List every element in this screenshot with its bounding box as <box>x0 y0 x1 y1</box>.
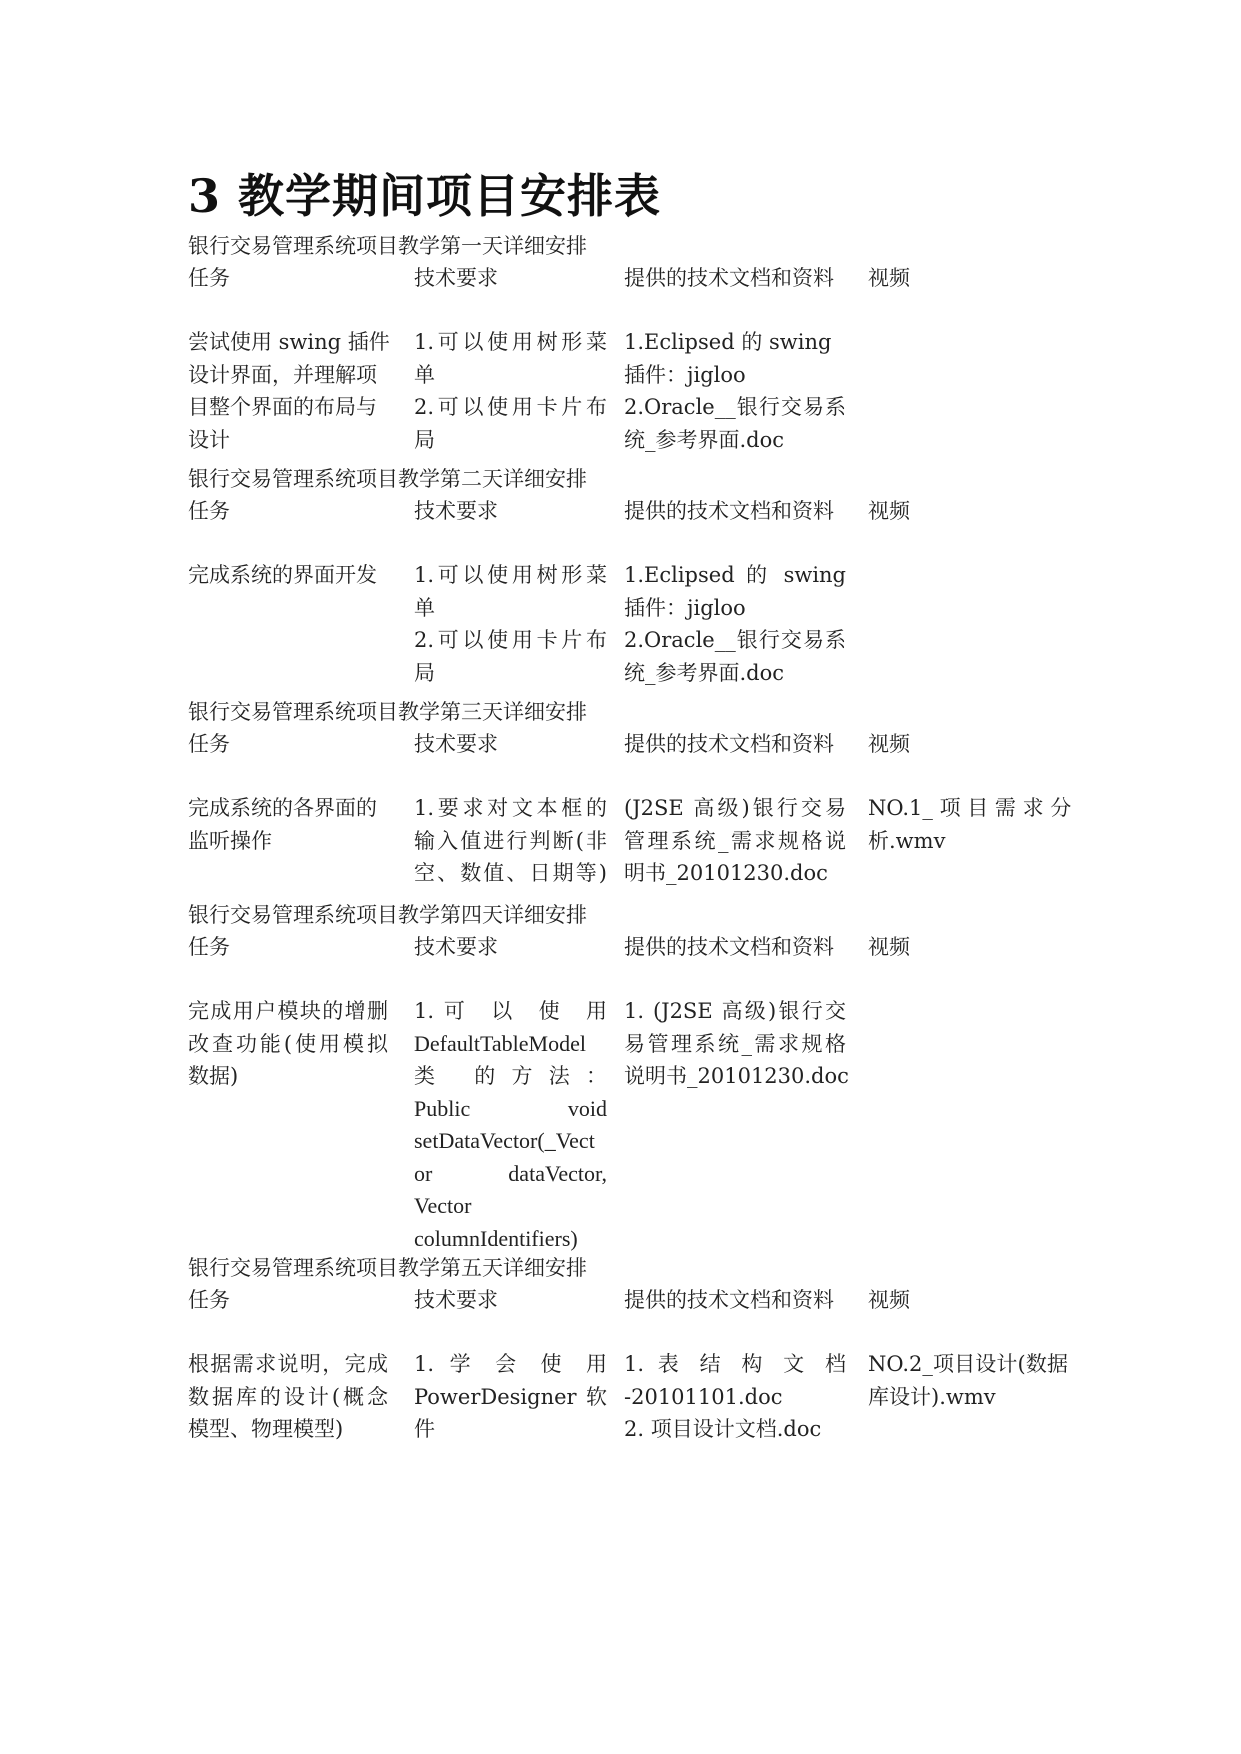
header-tech: 技术要求 <box>414 499 498 523</box>
cell-line: 数据) <box>188 1064 239 1088</box>
cell-video <box>868 1348 1068 1413</box>
page-title: 3 教学期间项目安排表 <box>188 169 662 223</box>
section-title: 银行交易管理系统项目教学第四天详细安排 <box>188 903 587 927</box>
header-docs: 提供的技术文档和资料 <box>624 266 834 290</box>
cell-line: (J2SE 高级)银行交易 <box>624 796 846 820</box>
header-task: 任务 <box>188 499 230 523</box>
table-row <box>188 792 1088 890</box>
cell-line: 管理系统_需求规格说 <box>624 828 846 853</box>
header-tech: 技术要求 <box>414 935 498 959</box>
cell-tech <box>414 326 607 456</box>
cell-task <box>188 559 388 592</box>
cell-line: NO.1_ 项 目 需 求 分 <box>868 796 1072 820</box>
header-video: 视频 <box>868 732 910 756</box>
cell-task <box>188 326 388 456</box>
cell-line: 明书_20101230.doc <box>624 861 828 885</box>
cell-tech <box>414 792 607 890</box>
header-task: 任务 <box>188 732 230 756</box>
cell-tech <box>414 559 607 689</box>
cell-line: 1. 表 结 构 文 档 <box>624 1352 846 1376</box>
cell-line: 库设计).wmv <box>868 1384 996 1409</box>
header-docs: 提供的技术文档和资料 <box>624 935 834 959</box>
cell-line: 设计 <box>188 427 230 452</box>
cell-line: 1.Eclipsed 的 swing <box>624 330 832 354</box>
header-tech: 技术要求 <box>414 266 498 290</box>
schedule-section <box>188 899 1088 1255</box>
header-video: 视频 <box>868 935 910 959</box>
cell-line: 完成系统的界面开发 <box>188 563 377 587</box>
cell-line: Vector <box>414 1193 472 1218</box>
cell-line: 根据需求说明，完成 <box>188 1352 388 1376</box>
cell-line: 局 <box>414 660 435 685</box>
table-header-row <box>188 1284 1088 1316</box>
cell-line: or dataVector, <box>414 1160 607 1186</box>
cell-line: 2. 项目设计文档.doc <box>624 1417 822 1441</box>
section-title: 银行交易管理系统项目教学第一天详细安排 <box>188 234 587 258</box>
schedule-section <box>188 230 1088 456</box>
cell-line: 数据库的设计(概念 <box>188 1384 388 1409</box>
table-header-row <box>188 931 1088 963</box>
schedule-section <box>188 463 1088 689</box>
cell-line: 目整个界面的布局与 <box>188 395 377 419</box>
cell-line: 1.可 以 使 用 <box>414 999 607 1023</box>
cell-line: columnIdentifiers) <box>414 1225 578 1251</box>
cell-task <box>188 995 388 1093</box>
cell-line: NO.2_项目设计(数据 <box>868 1352 1068 1376</box>
cell-line: 单 <box>414 595 435 620</box>
header-tech: 技术要求 <box>414 732 498 756</box>
cell-line: DefaultTableModel <box>414 1030 586 1056</box>
cell-line: setDataVector(_Vect <box>414 1128 595 1153</box>
header-video: 视频 <box>868 499 910 523</box>
header-task: 任务 <box>188 1288 230 1312</box>
cell-line: 尝试使用 swing 插件 <box>188 330 390 354</box>
cell-docs <box>624 995 849 1093</box>
cell-line: 析.wmv <box>868 828 946 853</box>
schedule-section <box>188 1252 1088 1446</box>
cell-line: 1.可以使用树形菜 <box>414 330 607 354</box>
cell-line: 件 <box>414 1417 435 1441</box>
cell-task <box>188 792 388 857</box>
cell-line: 易管理系统_需求规格 <box>624 1031 846 1056</box>
cell-line: 1.要求对文本框的 <box>414 796 607 820</box>
header-video: 视频 <box>868 266 910 290</box>
cell-line: 插件：jigloo <box>624 595 746 620</box>
cell-video <box>868 792 1072 857</box>
cell-line: 空、数值、日期等) <box>414 861 607 885</box>
cell-line: 完成系统的各界面的 <box>188 796 377 820</box>
section-title: 银行交易管理系统项目教学第五天详细安排 <box>188 1256 587 1280</box>
cell-docs <box>624 326 846 456</box>
cell-docs <box>624 792 846 890</box>
header-video: 视频 <box>868 1288 910 1312</box>
table-row <box>188 995 1088 1255</box>
cell-task <box>188 1348 388 1446</box>
cell-line: 输入值进行判断(非 <box>414 828 607 853</box>
header-docs: 提供的技术文档和资料 <box>624 499 834 523</box>
header-tech: 技术要求 <box>414 1288 498 1312</box>
table-row <box>188 559 1088 689</box>
header-task: 任务 <box>188 266 230 290</box>
table-row <box>188 1348 1088 1446</box>
cell-docs <box>624 1348 846 1446</box>
cell-line: 插件：jigloo <box>624 362 746 387</box>
table-header-row <box>188 262 1088 294</box>
table-header-row <box>188 728 1088 760</box>
section-title: 银行交易管理系统项目教学第二天详细安排 <box>188 467 587 491</box>
cell-line: 改查功能(使用模拟 <box>188 1031 388 1056</box>
cell-line: 2.可以使用卡片布 <box>414 628 607 652</box>
cell-line: -20101101.doc <box>624 1384 783 1409</box>
table-header-row <box>188 495 1088 527</box>
cell-line: 2.Oracle__银行交易系 <box>624 628 846 652</box>
cell-tech <box>414 1348 607 1446</box>
cell-line: 完成用户模块的增删 <box>188 999 388 1023</box>
cell-line: PowerDesigner 软 <box>414 1384 607 1409</box>
cell-line: 1. 学 会 使 用 <box>414 1352 607 1376</box>
header-docs: 提供的技术文档和资料 <box>624 732 834 756</box>
cell-line: 局 <box>414 427 435 452</box>
cell-line: 2.Oracle__银行交易系 <box>624 395 846 419</box>
cell-docs <box>624 559 846 689</box>
cell-line: 单 <box>414 362 435 387</box>
cell-line: 统_参考界面.doc <box>624 427 785 452</box>
cell-tech <box>414 995 607 1255</box>
cell-line: 1.Eclipsed 的 swing <box>624 563 846 587</box>
section-title: 银行交易管理系统项目教学第三天详细安排 <box>188 700 587 724</box>
cell-line: 说明书_20101230.doc <box>624 1064 849 1088</box>
cell-line: 2.可以使用卡片布 <box>414 395 607 419</box>
cell-line: 模型、物理模型) <box>188 1417 344 1441</box>
cell-line: 1. (J2SE 高级)银行交 <box>624 999 846 1023</box>
header-docs: 提供的技术文档和资料 <box>624 1288 834 1312</box>
header-task: 任务 <box>188 935 230 959</box>
schedule-section <box>188 696 1088 890</box>
table-row <box>188 326 1088 456</box>
cell-line: 统_参考界面.doc <box>624 660 785 685</box>
cell-line: Public void <box>414 1095 607 1121</box>
cell-line: 1.可以使用树形菜 <box>414 563 607 587</box>
cell-line: 设计界面，并理解项 <box>188 362 377 387</box>
cell-line: 监听操作 <box>188 828 272 853</box>
cell-line: 类 的方法： <box>414 1064 607 1088</box>
